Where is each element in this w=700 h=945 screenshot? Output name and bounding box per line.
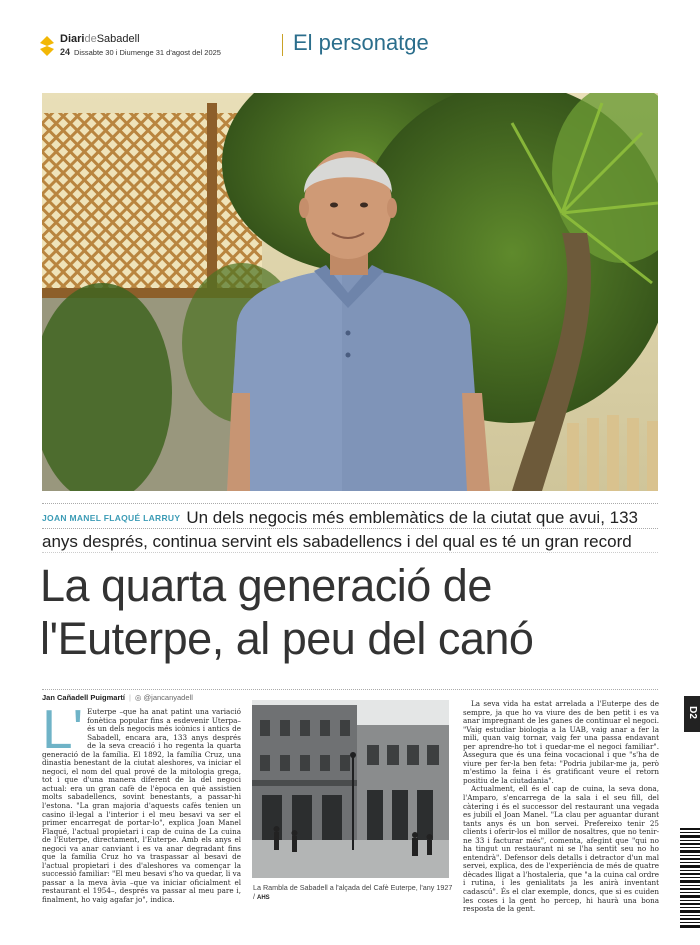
header-divider bbox=[282, 34, 283, 56]
page-number: 24 bbox=[60, 47, 71, 57]
headline[interactable] bbox=[40, 559, 660, 665]
section-side-tab: D2 bbox=[684, 696, 700, 732]
article-column-1 bbox=[42, 708, 241, 918]
article-paragraph: Euterpe –que ha anat patint una variació fonètica popular fins a esdevenir Uterpa– és un dels negocis més icònics i antics de Sabadell, encara ara, 133 anys després de la seva creació i ho regenta la quarta generació de la família. El 1892, la família Cruz, una dinastia benestant de la ciutat aleshores, va iniciar el negoci, el nom del qual prové de la mitologia grega, tot i que d'una manera diferent de la del negoci actual: era un gran cafè de l'època en què assistien molts sabadellencs, sovint benestants, a passar-hi l'estona. "La gran majoria d'aquests cafès tenien un casino il·legal a l'interior i el meu besavi va ser el primer encarregat de portar-lo", explica Joan Manel Flaqué, l'actual propietari i cap de cuina de La cuina de l'Euterpe, directament, l'Euterpe. Amb els anys el negoci va anar canviant i es va anar degradant fins que la família Cruz ho va traspassar al besavi de l'actual propietari i des d'aleshores va començar la successió familiar: "El meu besavi s'ho va quedar, li va passar a la meva àvia –que va iniciar oficialment el restaurant el 1954–, després va passar al meu pare i, finalment, ho vaig agafar jo", indica. bbox=[42, 708, 241, 905]
page-dateline bbox=[60, 47, 221, 57]
author-handle[interactable]: @jancanyadell bbox=[143, 693, 193, 702]
photo-caption bbox=[253, 883, 453, 903]
dropcap: L' bbox=[42, 708, 84, 760]
body-rule bbox=[42, 689, 658, 690]
article-column-3 bbox=[463, 700, 659, 918]
diari-logo-icon bbox=[40, 36, 54, 56]
masthead[interactable]: DiarideSabadell bbox=[60, 33, 140, 45]
portrait-photo bbox=[42, 93, 658, 491]
author-name: Jan Cañadell Puigmartí bbox=[42, 693, 125, 702]
issue-date: Dissabte 30 i Diumenge 31 d'agost del 2025 bbox=[74, 48, 221, 57]
caption-text: La Rambla de Sabadell a l'alçada del Cafè Euterpe, l'any 1927 / bbox=[253, 883, 453, 901]
historic-photo bbox=[252, 700, 449, 878]
barcode bbox=[680, 828, 700, 928]
section-title: El personatge bbox=[293, 30, 429, 55]
byline: Jan Cañadell Puigmartí | ◎ @jancanyadell bbox=[42, 693, 193, 702]
article-paragraph: La seva vida ha estat arrelada a l'Euterpe des de sempre, ja que ho va viure des de ben petit i es va anar impregnant de les ganes de continuar el negoci. "Vaig estudiar biologia a la UAB, vaig anar a fer la mili, quan vaig tornar, vaig fer una passa endavant per aprendre-ho tot i quedar-me el negoci familiar". Assegura que és una feina vocacional i que "s'ha de viure per fer-la ben feta: "Podria jubilar-me ja, però m'estimo la feina i és gratificant veure el retorn positiu de la ciutadania". bbox=[463, 700, 659, 785]
subtitle bbox=[42, 506, 662, 554]
profile-name: JOAN MANEL FLAQUÉ LARRUY bbox=[42, 513, 181, 523]
article-paragraph: Actualment, ell és el cap de cuina, la seva dona, l'Amparo, s'encarrega de la sala i el seu fill, del càtering i és el successor del restaurant una vegada es jubili el Joan Manel. "La clau per aguantar durant tants anys és un bon servei. Prefereixo tenir 25 clients i oferir-los el millor de nosaltres, que no tenir-ne 33 i facturar més", comenta, afegint que "qui no ha tingut un restaurant ni se l'ha sentit seu no ho entendrà". Defensor dels detalls i detractor d'un mal servei, explica, des de l'experiència de més de quatre dècades lligat a l'hostaleria, que "a la cuina cal ordre i rutina, i les genialitats ja les anirà inventant cadascú". És el clar exemple, doncs, que si es cuiden les coses i la gent ho percep, hi haurà una bona resposta de la gent. bbox=[463, 784, 659, 914]
kicker-rule-top bbox=[42, 503, 658, 504]
headline-line-1: La quarta generació de bbox=[40, 560, 492, 611]
headline-line-2: l'Euterpe, al peu del canó bbox=[40, 613, 534, 664]
twitter-icon: ◎ bbox=[134, 693, 142, 702]
subtitle-text: Un dels negocis més emblemàtics de la ciutat que avui, 133 anys després, continua servint els sabadellencs i del qual es té un gran record bbox=[42, 508, 639, 551]
caption-credit: AHS bbox=[257, 895, 270, 901]
